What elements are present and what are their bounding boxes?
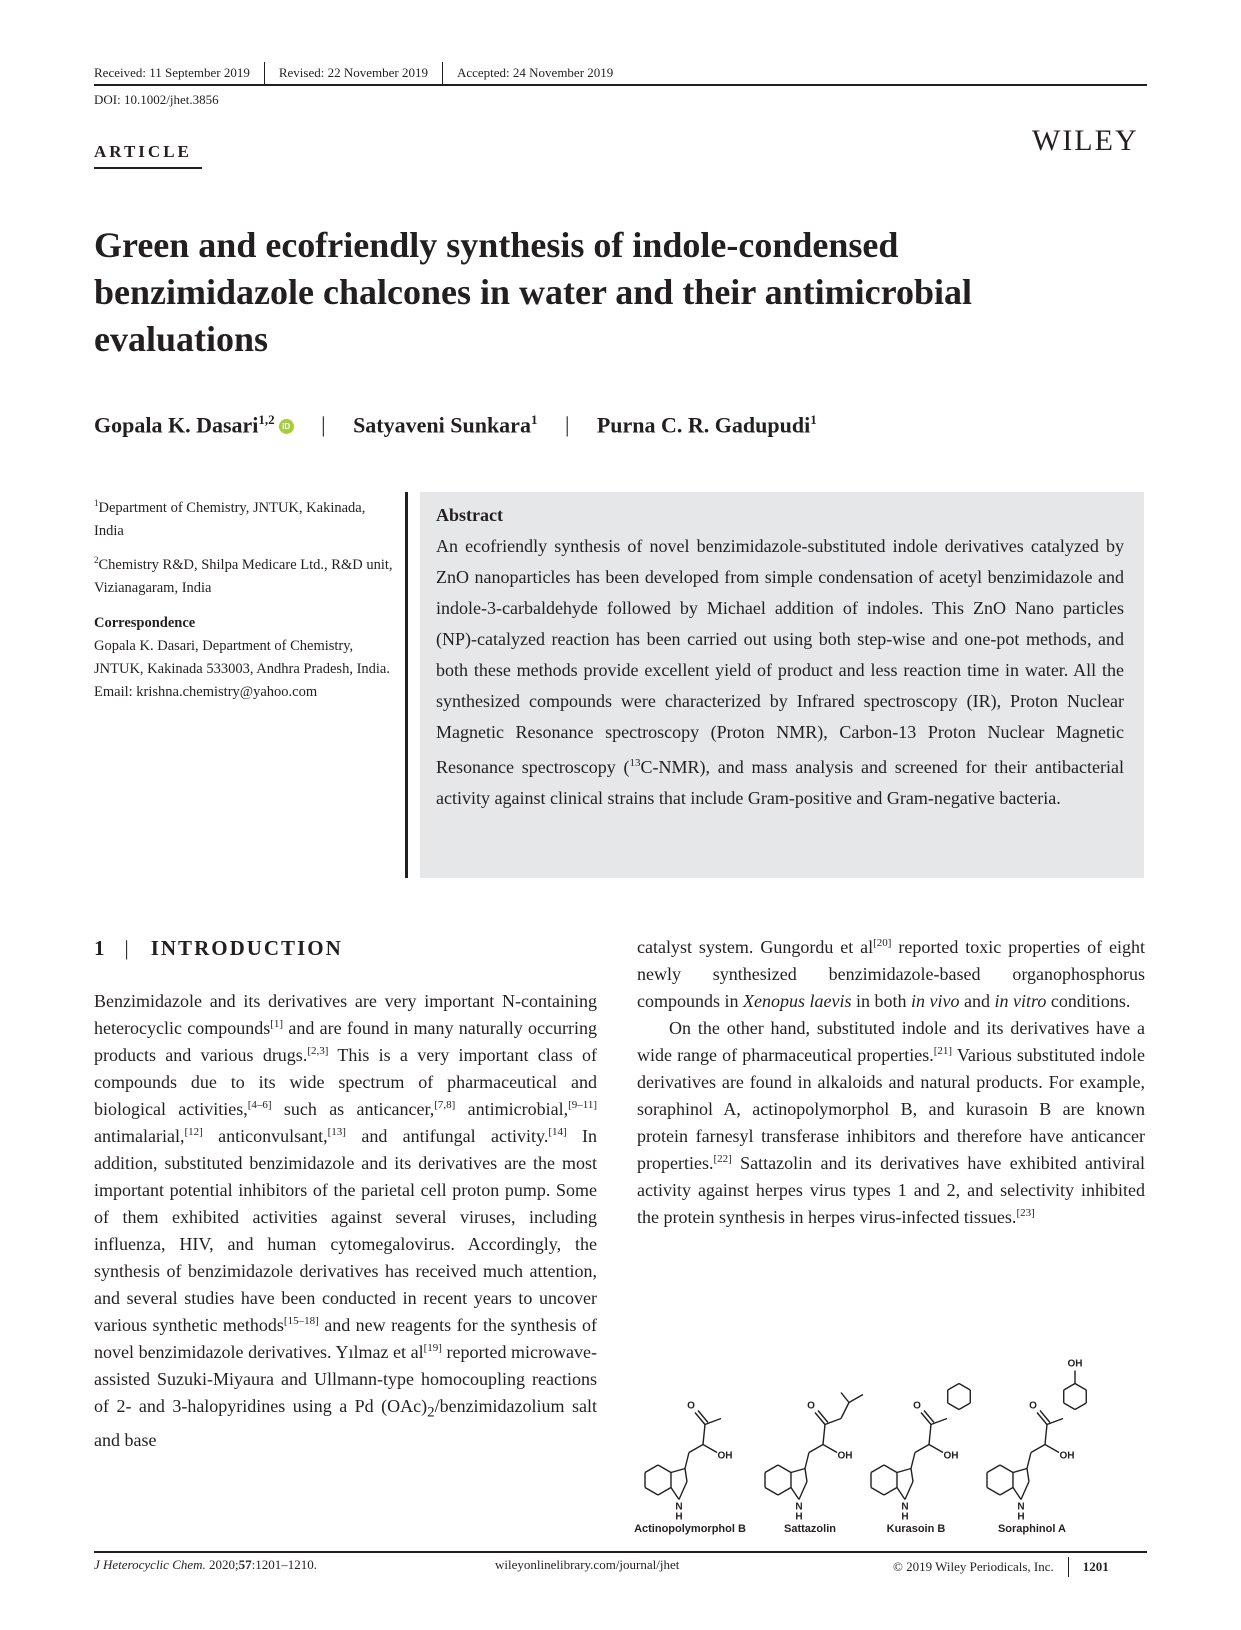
- indole-benzene-bond: [778, 1488, 791, 1496]
- abstract-text: [436, 531, 1124, 814]
- citation-ref[interactable]: [21]: [933, 1045, 953, 1057]
- indole-benzene-bond: [765, 1465, 778, 1473]
- indole-benzene-bond: [1000, 1488, 1013, 1496]
- text-run: conditions.: [1046, 991, 1131, 1011]
- carbonyl-bond: [1040, 1411, 1050, 1423]
- author-affiliation: 1: [810, 412, 817, 427]
- citation-ref[interactable]: [9–11]: [568, 1099, 597, 1111]
- carbonyl-bond: [695, 1413, 705, 1425]
- indole-benzene-bond: [884, 1488, 897, 1496]
- indole-benzene-bond: [884, 1465, 897, 1473]
- citation-ref[interactable]: [4–6]: [247, 1099, 272, 1111]
- page-number: 1201: [1082, 1559, 1109, 1574]
- paragraph: [637, 934, 1145, 1015]
- author-separator: |: [321, 412, 326, 438]
- received-date: Received: 11 September 2019: [94, 65, 250, 80]
- citation-ref[interactable]: [7,8]: [434, 1099, 456, 1111]
- article-type-underline: [94, 167, 202, 169]
- carbonyl-bond: [815, 1413, 825, 1425]
- correspondence-email[interactable]: Email: krishna.chemistry@yahoo.com: [94, 684, 318, 700]
- paragraph: [637, 1015, 1145, 1231]
- pyrrole-bond: [1013, 1488, 1021, 1500]
- hydroxyl-group: OH: [1059, 1450, 1075, 1462]
- affiliation: [94, 492, 394, 543]
- header-rule: [94, 84, 1147, 86]
- citation-ref[interactable]: [22]: [713, 1153, 732, 1165]
- affiliation-number: 2: [94, 554, 99, 565]
- pyrrole-bond: [897, 1488, 905, 1500]
- text-run: /benzimidazolium salt and base: [94, 1396, 597, 1450]
- phenyl-bond: [1075, 1384, 1086, 1391]
- nitrogen-atom: N: [1017, 1501, 1025, 1513]
- citation-ref[interactable]: [20]: [873, 937, 892, 949]
- body-column-left: [94, 988, 597, 1454]
- indole-benzene-bond: [765, 1488, 778, 1496]
- author-list: [94, 412, 817, 438]
- phenyl-bond: [948, 1384, 959, 1391]
- pyrrole-bond: [799, 1482, 807, 1500]
- text-run: Benzimidazole and its derivatives are very important N-containing heterocyclic compounds: [94, 991, 597, 1038]
- journal-citation: [94, 1557, 317, 1573]
- chain-bond: [823, 1425, 825, 1445]
- chain-bond: [929, 1445, 943, 1453]
- text-run: Sattazolin and its derivatives have exhibited antiviral activity against herpes virus types 1 and 2, and selectivity inhibited the protein synthesis in herpes virus-infected tissues.: [637, 1153, 1145, 1227]
- phenyl-bond: [948, 1403, 959, 1410]
- text-run: reported toxic properties of eight newly synthesized benzimidazole-based organophosphorus compounds in: [637, 937, 1145, 1011]
- italic-text: Xenopus laevis: [743, 991, 852, 1011]
- text-run: On the other hand, substituted indole and its derivatives have a wide range of pharmaceutical properties.: [637, 1018, 1145, 1065]
- oxygen-atom: O: [687, 1400, 695, 1412]
- chemical-structures-figure: [630, 1350, 1150, 1535]
- pyrrole-bond: [1027, 1469, 1029, 1482]
- divider: [264, 62, 265, 84]
- pyrrole-bond: [671, 1469, 685, 1473]
- oxygen-atom: O: [807, 1400, 815, 1412]
- affiliation-number: 1: [94, 498, 99, 508]
- hydrogen-atom: H: [675, 1511, 683, 1523]
- pyrrole-bond: [905, 1482, 913, 1500]
- abstract: [436, 500, 1124, 814]
- compound-label: Actinopolymorphol B: [634, 1523, 746, 1535]
- abstract-rule: [405, 492, 408, 878]
- bond: [841, 1393, 849, 1403]
- phenyl-bond: [959, 1384, 970, 1391]
- correspondence-address: Gopala K. Dasari, Department of Chemistry, JNTUK, Kakinada 533003, Andhra Pradesh, India.: [94, 638, 390, 677]
- carbonyl-bond: [698, 1411, 708, 1423]
- nitrogen-atom: N: [675, 1501, 683, 1513]
- affiliation: [94, 549, 394, 600]
- compound-label: Sattazolin: [784, 1523, 836, 1535]
- text-run: and new reagents for the synthesis of novel benzimidazole derivatives. Yılmaz et al: [94, 1315, 597, 1362]
- text-run: in both: [851, 991, 911, 1011]
- text-run: catalyst system. Gungordu et al: [637, 937, 874, 957]
- phenyl-bond: [959, 1403, 970, 1410]
- journal-name: J Heterocyclic Chem.: [94, 1557, 206, 1572]
- accepted-date: Accepted: 24 November 2019: [456, 65, 614, 80]
- author-affiliation: 1,2: [258, 412, 275, 427]
- chain-bond: [929, 1425, 931, 1445]
- journal-pages: :1201–1210.: [251, 1557, 318, 1572]
- hydroxyl-group: OH: [717, 1450, 733, 1462]
- pyrrole-bond: [1021, 1482, 1029, 1500]
- hydrogen-atom: H: [1017, 1511, 1025, 1523]
- publisher-logo: WILEY: [1032, 124, 1139, 157]
- section-number: 1: [94, 936, 107, 960]
- phenyl-bond: [1064, 1384, 1075, 1391]
- citation-ref[interactable]: [23]: [1016, 1207, 1035, 1219]
- section-heading: [94, 936, 343, 961]
- phenyl-bond: [1075, 1403, 1086, 1410]
- revised-date: Revised: 22 November 2019: [278, 65, 428, 80]
- footer-rule: [94, 1551, 1147, 1553]
- oxygen-atom: O: [1029, 1400, 1037, 1412]
- compound-label: Soraphinol A: [997, 1523, 1067, 1535]
- subscript: 2: [427, 1404, 435, 1421]
- doi[interactable]: DOI: 10.1002/jhet.3856: [94, 92, 219, 107]
- text-run: reported microwave-assisted Suzuki-Miyaura and Ullmann-type homocoupling reactions of 2- and 3-halopyridines using a Pd (OAc): [94, 1342, 597, 1416]
- journal-year: 2020;: [205, 1557, 239, 1572]
- chain-bond: [915, 1445, 929, 1453]
- chain-bond: [1031, 1445, 1045, 1453]
- pyrrole-bond: [897, 1469, 911, 1473]
- chain-bond: [823, 1445, 837, 1453]
- italic-text: in vivo: [911, 991, 960, 1011]
- nitrogen-atom: N: [901, 1501, 909, 1513]
- text-run: In addition, substituted benzimidazole and its derivatives are the most important potential inhibitors of the parietal cell proton pump. Some of them exhibited activities against several viruses, including influenza, HIV, and human cytomegalovirus. Accordingly, the synthesis of benzimidazole derivatives has received much attention, and several studies have been conducted in recent years to uncover various synthetic methods: [94, 1126, 598, 1335]
- citation-ref[interactable]: [15–18]: [283, 1315, 319, 1327]
- pyrrole-bond: [679, 1482, 687, 1500]
- abstract-text-part: An ecofriendly synthesis of novel benzimidazole-substituted indole derivatives catalyzed by ZnO nanoparticles has been developed from simple condensation of acetyl benzimidazole and indole-3-carbaldehyde followed by Michael addition of indoles. This ZnO Nano particles (NP)-catalyzed reaction has been carried out using both step-wise and one-pot methods, and both these methods provide excellent yield of product and less reaction time in water. All the synthesized compounds were characterized by Infrared spectroscopy (IR), Proton Nuclear Magnetic Resonance spectroscopy (Proton NMR), Carbon-13 Proton Nuclear Magnetic Resonance spectroscopy (: [436, 536, 1124, 777]
- italic-text: in vitro: [994, 991, 1047, 1011]
- section-separator: |: [124, 936, 131, 960]
- chain-bond: [685, 1453, 689, 1469]
- phenyl-bond: [1064, 1403, 1075, 1410]
- article-title: Green and ecofriendly synthesis of indole-condensed benzimidazole chalcones in water and their antimicrobial evaluations: [94, 225, 972, 359]
- chain-bond: [703, 1445, 717, 1453]
- hydrogen-atom: H: [795, 1511, 803, 1523]
- carbonyl-bond: [924, 1411, 934, 1423]
- pyrrole-bond: [805, 1469, 807, 1482]
- pyrrole-bond: [791, 1469, 805, 1473]
- citation-ref[interactable]: [14]: [548, 1126, 567, 1138]
- indole-benzene-bond: [658, 1465, 671, 1473]
- pyrrole-bond: [671, 1488, 679, 1500]
- correspondence: [94, 612, 394, 704]
- chain-bond: [703, 1425, 705, 1445]
- section-title: INTRODUCTION: [150, 936, 343, 960]
- text-run: and antifungal activity.: [345, 1126, 549, 1146]
- abstract-heading: Abstract: [436, 505, 503, 525]
- superscript: 13: [629, 757, 641, 769]
- chain-bond: [809, 1445, 823, 1453]
- orcid-icon[interactable]: iD: [279, 419, 294, 434]
- nitrogen-atom: N: [795, 1501, 803, 1513]
- indole-benzene-bond: [1000, 1465, 1013, 1473]
- body-column-right: [637, 934, 1145, 1231]
- text-run: and are found in many naturally occurring products and various drugs.: [94, 1018, 597, 1065]
- oxygen-atom: O: [913, 1400, 921, 1412]
- hydroxyl-group: OH: [943, 1450, 959, 1462]
- indole-benzene-bond: [778, 1465, 791, 1473]
- author-name[interactable]: Purna C. R. Gadupudi: [596, 412, 811, 438]
- abstract-text-part: C-NMR), and mass analysis and screened for their antibacterial activity against clinical strains that include Gram-positive and Gram-negative bacteria.: [436, 757, 1124, 808]
- chain-bond: [911, 1453, 915, 1469]
- affiliation-text: Department of Chemistry, JNTUK, Kakinada, India: [94, 499, 366, 539]
- citation-ref[interactable]: [1]: [270, 1018, 284, 1030]
- author-name[interactable]: Satyaveni Sunkara: [353, 412, 531, 438]
- copyright: © 2019 Wiley Periodicals, Inc.: [893, 1559, 1054, 1574]
- chain-bond: [1027, 1453, 1031, 1469]
- hydrogen-atom: H: [901, 1511, 909, 1523]
- correspondence-heading: Correspondence: [94, 615, 196, 631]
- hydroxyl-group: OH: [1067, 1358, 1083, 1370]
- text-run: such as anticancer,: [271, 1099, 435, 1119]
- publication-dates: [94, 62, 613, 84]
- pyrrole-bond: [1013, 1469, 1027, 1473]
- divider: [442, 62, 443, 84]
- indole-benzene-bond: [871, 1488, 884, 1496]
- footer-right: [893, 1557, 1109, 1577]
- chain-bond: [1045, 1425, 1047, 1445]
- indole-benzene-bond: [871, 1465, 884, 1473]
- author-affiliation: 1: [530, 412, 538, 427]
- text-run: Various substituted indole derivatives are found in alkaloids and natural products. For example, soraphinol A, actinopolymorphol B, and kurasoin B are known protein farnesyl transferase inhibitors and therefore have anticancer properties.: [637, 1045, 1145, 1173]
- citation-ref[interactable]: [13]: [327, 1126, 346, 1138]
- carbonyl-bond: [1037, 1413, 1047, 1425]
- indole-benzene-bond: [658, 1488, 671, 1496]
- citation-ref[interactable]: [12]: [184, 1126, 203, 1138]
- hydroxyl-group: OH: [837, 1450, 853, 1462]
- journal-volume: 57: [238, 1557, 252, 1572]
- compound-label: Kurasoin B: [886, 1523, 946, 1535]
- author-separator: |: [564, 412, 570, 438]
- text-run: antimicrobial,: [455, 1099, 569, 1119]
- text-run: antimalarial,: [94, 1126, 185, 1146]
- pyrrole-bond: [791, 1488, 799, 1500]
- citation-ref[interactable]: [2,3]: [307, 1045, 329, 1057]
- pyrrole-bond: [685, 1469, 687, 1482]
- pyrrole-bond: [911, 1469, 913, 1482]
- indole-benzene-bond: [645, 1488, 658, 1496]
- text-run: This is a very important class of compounds due to its wide spectrum of pharmaceutical and biological activities,: [94, 1045, 598, 1119]
- affiliation-text: Chemistry R&D, Shilpa Medicare Ltd., R&D unit, Vizianagaram, India: [94, 556, 393, 596]
- affiliations: [94, 492, 394, 606]
- bond: [849, 1395, 863, 1403]
- article-type: ARTICLE: [94, 142, 192, 161]
- carbonyl-bond: [818, 1411, 828, 1423]
- carbonyl-bond: [921, 1413, 931, 1425]
- text-run: anticonvulsant,: [202, 1126, 328, 1146]
- chain-bond: [1045, 1445, 1059, 1453]
- paragraph: [94, 988, 597, 1454]
- author-name[interactable]: Gopala K. Dasari: [94, 412, 259, 438]
- journal-url[interactable]: wileyonlinelibrary.com/journal/jhet: [495, 1557, 680, 1572]
- indole-benzene-bond: [987, 1488, 1000, 1496]
- divider: [1068, 1557, 1069, 1577]
- bond: [841, 1403, 849, 1419]
- text-run: and: [959, 991, 995, 1011]
- indole-benzene-bond: [987, 1465, 1000, 1473]
- citation-ref[interactable]: [19]: [423, 1342, 442, 1354]
- chain-bond: [689, 1445, 703, 1453]
- chain-bond: [805, 1453, 809, 1469]
- indole-benzene-bond: [645, 1465, 658, 1473]
